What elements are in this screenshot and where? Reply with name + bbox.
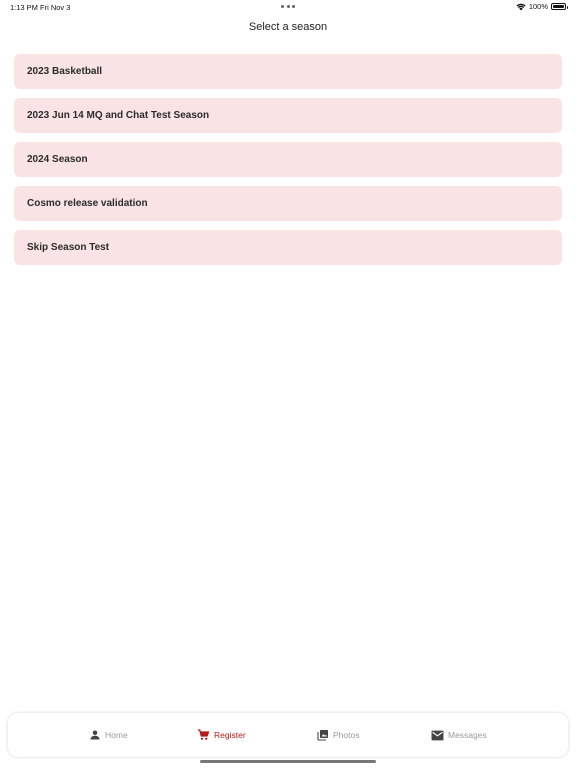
tab-register-label: Register <box>214 730 246 740</box>
status-time: 1:13 PM <box>10 3 38 12</box>
page-title: Select a season <box>248 21 328 33</box>
battery-percentage: 100% <box>528 2 548 11</box>
season-item[interactable]: Skip Season Test <box>14 230 562 265</box>
tab-home-label: Home <box>105 730 128 740</box>
season-list <box>14 54 562 274</box>
multitasking-dots-icon[interactable] <box>281 5 295 8</box>
tab-photos-label: Photos <box>333 730 360 740</box>
status-bar <box>0 0 576 14</box>
person-icon <box>89 729 101 741</box>
cart-icon <box>197 729 210 741</box>
season-item[interactable]: 2024 Season <box>14 142 562 177</box>
battery-icon <box>551 3 566 10</box>
status-indicators <box>516 2 566 11</box>
tab-messages[interactable] <box>431 728 487 742</box>
tab-messages-label: Messages <box>448 730 487 740</box>
tab-bar <box>8 713 568 757</box>
season-item[interactable]: 2023 Jun 14 MQ and Chat Test Season <box>14 98 562 133</box>
season-item[interactable]: Cosmo release validation <box>14 186 562 221</box>
season-item[interactable]: 2023 Basketball <box>14 54 562 89</box>
tab-register[interactable] <box>197 728 246 742</box>
wifi-icon <box>516 3 526 11</box>
photo-library-icon <box>317 729 329 741</box>
mail-icon <box>431 730 444 741</box>
status-date: Fri Nov 3 <box>40 3 71 12</box>
home-indicator[interactable] <box>200 760 376 763</box>
tab-photos[interactable] <box>317 728 359 742</box>
tab-home[interactable] <box>89 728 128 742</box>
